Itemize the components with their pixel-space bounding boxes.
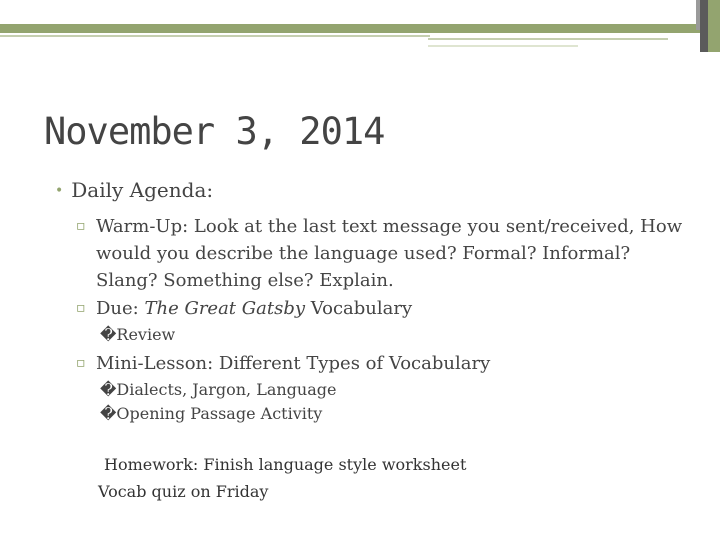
header-accent-line <box>428 38 668 40</box>
corner-accent-bar <box>700 0 708 52</box>
square-bullet-icon: ▫ <box>76 355 86 371</box>
agenda-item-text: Warm-Up: Look at the last text message you sent/received, How would you describe the language used? Formal? Informal? Slang? Something else? Explain. <box>96 216 683 291</box>
due-prefix: Due: <box>96 298 145 319</box>
header-accent-bar <box>0 24 700 33</box>
agenda-label: Daily Agenda: <box>71 178 214 202</box>
corner-accent-bar <box>708 0 720 52</box>
sub-item-dialects: �Dialects, Jargon, Language <box>100 380 337 399</box>
agenda-item-warmup <box>76 213 696 294</box>
agenda-item-due <box>76 295 696 322</box>
header-accent-line <box>0 35 430 37</box>
square-bullet-icon: ▫ <box>76 218 86 234</box>
square-bullet-icon: ▫ <box>76 300 86 316</box>
agenda-item-mini-lesson <box>76 350 696 377</box>
header-accent-line <box>428 45 578 47</box>
agenda-item-text <box>96 295 696 322</box>
bullet-icon: • <box>55 183 64 199</box>
homework-quiz-line: Vocab quiz on Friday <box>98 482 269 501</box>
agenda-item-text: Mini-Lesson: Different Types of Vocabulary <box>96 353 491 374</box>
due-suffix: Vocabulary <box>305 298 413 319</box>
book-title: The Great Gatsby <box>144 298 306 319</box>
agenda-heading <box>55 178 213 202</box>
homework-line: Homework: Finish language style worksheet <box>104 455 467 474</box>
sub-item-review: �Review <box>100 325 176 344</box>
sub-item-opening-passage: �Opening Passage Activity <box>100 404 323 423</box>
slide-title: November 3, 2014 <box>44 110 385 153</box>
